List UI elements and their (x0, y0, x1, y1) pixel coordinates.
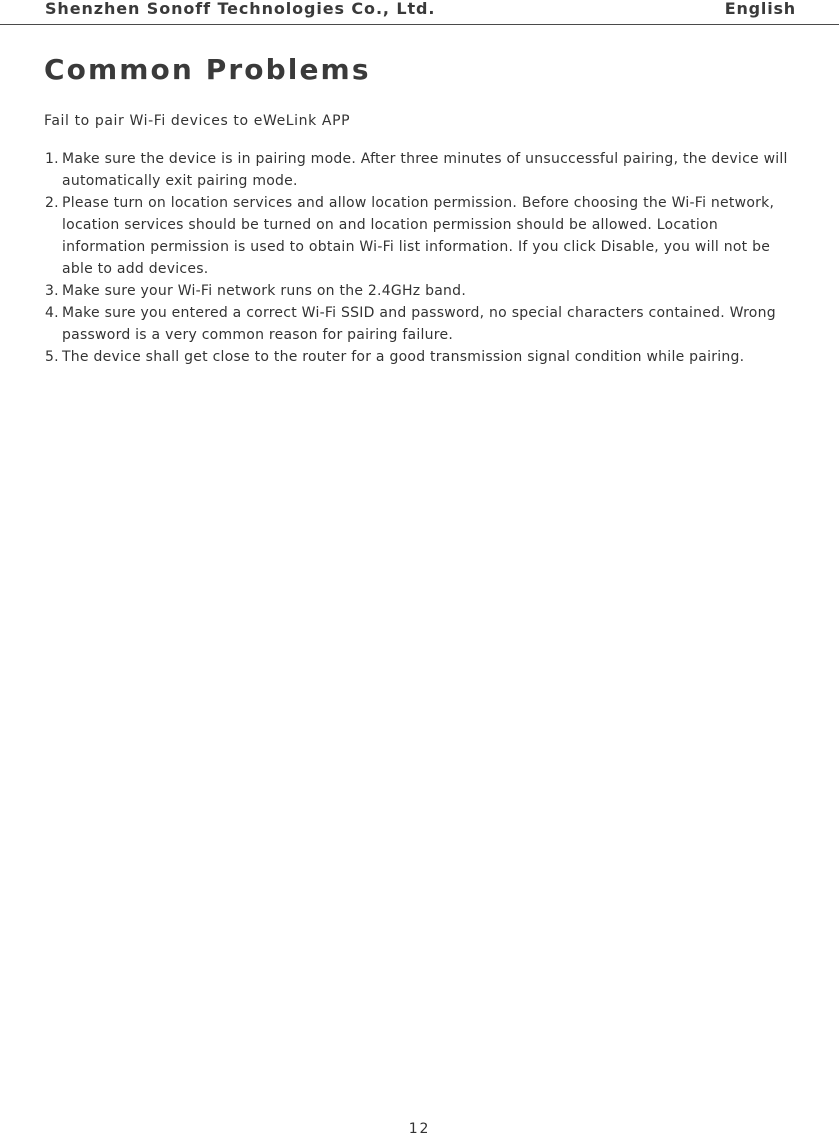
list-item-number: 1. (45, 151, 59, 167)
list-item-number: 4. (45, 305, 59, 321)
list-item (45, 280, 800, 302)
section-title: Common Problems (44, 53, 371, 86)
list-item (45, 302, 800, 346)
company-name: Shenzhen Sonoff Technologies Co., Ltd. (45, 0, 436, 18)
list-item (45, 148, 800, 192)
list-item-text: The device shall get close to the router for a good transmission signal condition while pairing. (62, 349, 745, 365)
list-item-text: Make sure you entered a correct Wi-Fi SSID and password, no special characters contained. Wrong password is a very common reason for pairing failure. (62, 305, 776, 343)
list-item-text: Make sure your Wi-Fi network runs on the 2.4GHz band. (62, 283, 467, 299)
section-subtitle: Fail to pair Wi-Fi devices to eWeLink APP (44, 113, 351, 129)
troubleshooting-list (45, 148, 800, 368)
list-item-text: Please turn on location services and allow location permission. Before choosing the Wi-Fi network, location services should be turned on and location permission should be allowed. Location information permission is used to obtain Wi-Fi list information. If you click Disable, you will not be able to add devices. (62, 195, 775, 277)
list-item-number: 3. (45, 283, 59, 299)
language-label: English (724, 0, 796, 18)
list-item-text: Make sure the device is in pairing mode. After three minutes of unsuccessful pairing, the device will automatically exit pairing mode. (62, 151, 788, 189)
list-item (45, 192, 800, 280)
list-item (45, 346, 800, 368)
page-number: 12 (408, 1121, 431, 1137)
page-header (0, 0, 839, 25)
list-item-number: 5. (45, 349, 59, 365)
list-item-number: 2. (45, 195, 59, 211)
